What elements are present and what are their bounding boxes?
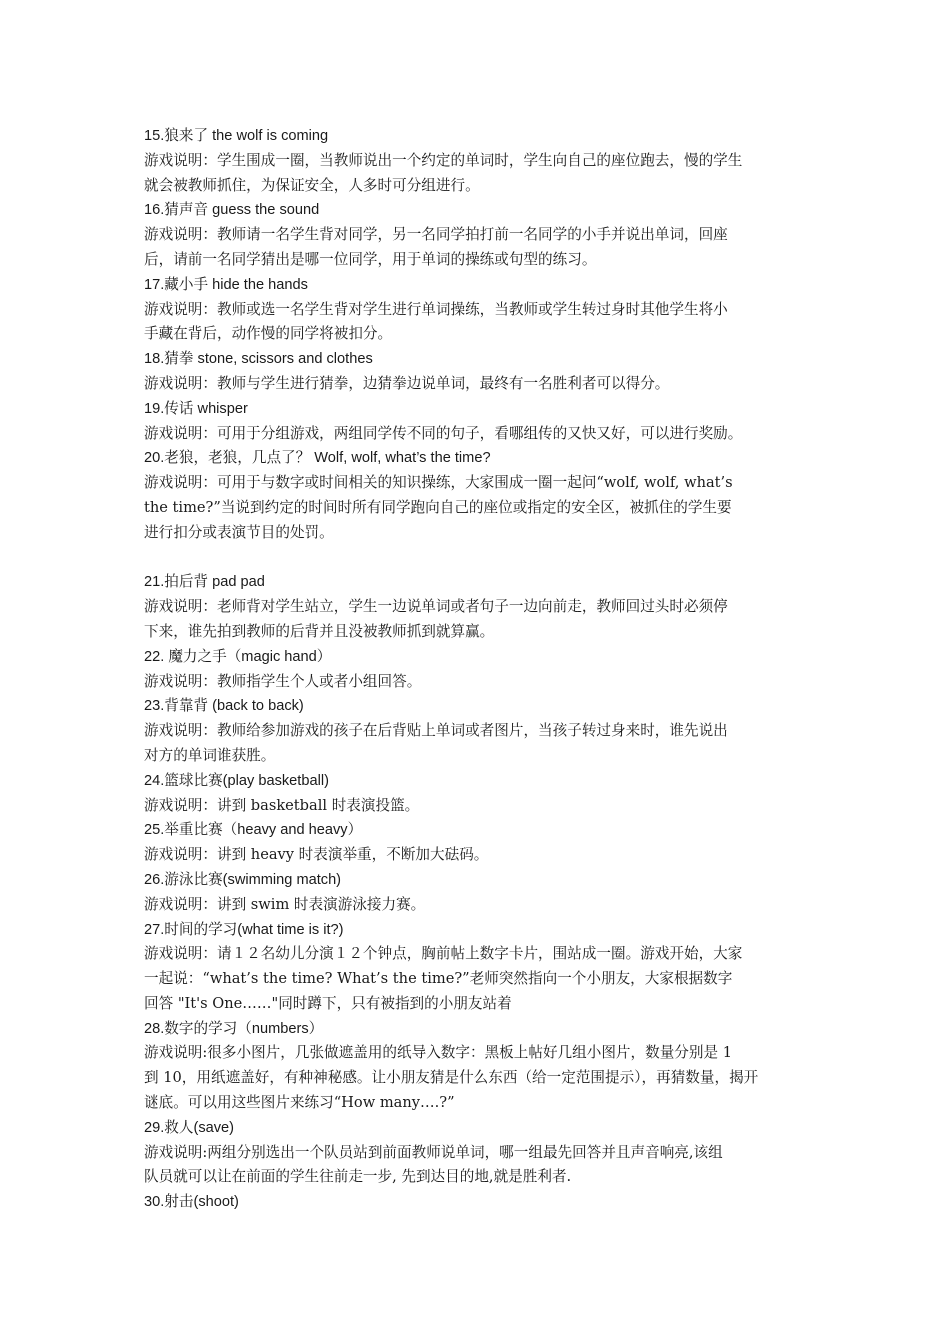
game-description-line: 队员就可以让在前面的学生往前走一步, 先到达目的地,就是胜利者.: [144, 1168, 572, 1186]
game-title: 16.猜声音 guess the sound: [144, 202, 320, 219]
game-title: 22. 魔力之手（magic hand）: [144, 648, 332, 665]
game-title: 24.篮球比赛(play basketball): [144, 772, 329, 789]
game-description-line: 游戏说明：请１２名幼儿分演１２个钟点，胸前帖上数字卡片，围站成一圈。游戏开始，大家: [144, 945, 743, 963]
game-title: 30.射击(shoot): [144, 1194, 239, 1211]
game-description-line: 进行扣分或表演节目的处罚。: [144, 523, 334, 541]
game-description-line: 游戏说明：可用于与数字或时间相关的知识操练，大家围成一圈一起问“wolf, wolf, what’s: [144, 474, 733, 492]
game-description-line: 到 10，用纸遮盖好，有种神秘感。让小朋友猜是什么东西（给一定范围提示），再猜数量，揭开: [144, 1069, 759, 1087]
game-description-line: 游戏说明：老师背对学生站立，学生一边说单词或者句子一边向前走，教师回过头时必须停: [144, 598, 728, 616]
game-description-line: 游戏说明：讲到 heavy 时表演举重，不断加大砝码。: [144, 846, 489, 864]
game-description-line: 回答 "It's One……"同时蹲下，只有被指到的小朋友站着: [144, 994, 512, 1012]
game-description-line: 谜底。可以用这些图片来练习“How many….?”: [144, 1094, 455, 1112]
game-title: 29.救人(save): [144, 1119, 235, 1136]
game-title: 17.藏小手 hide the hands: [144, 276, 308, 293]
game-title: 23.背靠背 (back to back): [144, 698, 304, 715]
game-description-line: 游戏说明:两组分别选出一个队员站到前面教师说单词，哪一组最先回答并且声音响亮,该组: [144, 1143, 723, 1161]
game-description-line: 游戏说明：讲到 basketball 时表演投篮。: [144, 796, 420, 814]
blank-line: [144, 546, 808, 571]
game-description-line: 一起说：“what’s the time? What’s the time?”老师突然指向一个小朋友，大家根据数字: [144, 970, 733, 988]
game-description-line: 游戏说明：教师或选一名学生背对学生进行单词操练，当教师或学生转过身时其他学生将小: [144, 300, 728, 318]
game-description-line: 游戏说明：讲到 swim 时表演游泳接力赛。: [144, 895, 426, 913]
game-title: 15.狼来了 the wolf is coming: [144, 128, 329, 144]
game-title: 20.老狼，老狼，几点了？ Wolf, wolf, what’s the time?: [144, 450, 491, 467]
game-description-line: 游戏说明：学生围成一圈，当教师说出一个约定的单词时，学生向自己的座位跑去，慢的学生: [144, 151, 743, 169]
game-description-line: 下来，谁先拍到教师的后背并且没被教师抓到就算赢。: [144, 622, 495, 640]
game-description-line: 游戏说明：教师请一名学生背对同学，另一名同学拍打前一名同学的小手并说出单词，回座: [144, 226, 728, 244]
game-title: 26.游泳比赛(swimming match): [144, 871, 342, 888]
game-description-line: the time?”当说到约定的时间时所有同学跑向自己的座位或指定的安全区，被抓住的学生要: [144, 498, 732, 516]
game-description-line: 游戏说明:很多小图片，几张做遮盖用的纸导入数字：黑板上帖好几组小图片，数量分别是 1: [144, 1044, 733, 1062]
game-description-line: 对方的单词谁获胜。: [144, 746, 276, 764]
game-description-line: 游戏说明：可用于分组游戏，两组同学传不同的句子，看哪组传的又快又好，可以进行奖励。: [144, 424, 743, 442]
game-description-line: 手藏在背后，动作慢的同学将被扣分。: [144, 325, 393, 343]
game-description-line: 后，请前一名同学猜出是哪一位同学，用于单词的操练或句型的练习。: [144, 250, 597, 268]
game-title: 27.时间的学习(what time is it?): [144, 921, 344, 938]
game-title: 19.传话 whisper: [144, 400, 248, 417]
game-description-line: 游戏说明：教师给参加游戏的孩子在后背贴上单词或者图片，当孩子转过身来时，谁先说出: [144, 722, 728, 740]
game-description-line: 游戏说明：教师与学生进行猜拳，边猜拳边说单词，最终有一名胜利者可以得分。: [144, 374, 670, 392]
game-title: 28.数字的学习（numbers）: [144, 1020, 324, 1037]
game-title: 21.拍后背 pad pad: [144, 574, 265, 591]
game-description-line: 游戏说明：教师指学生个人或者小组回答。: [144, 672, 422, 690]
game-description-line: 就会被教师抓住，为保证安全，人多时可分组进行。: [144, 176, 480, 194]
document-page: [144, 124, 808, 1215]
game-title: 18.猜拳 stone, scissors and clothes: [144, 351, 373, 368]
game-title: 25.举重比赛（heavy and heavy）: [144, 822, 363, 839]
